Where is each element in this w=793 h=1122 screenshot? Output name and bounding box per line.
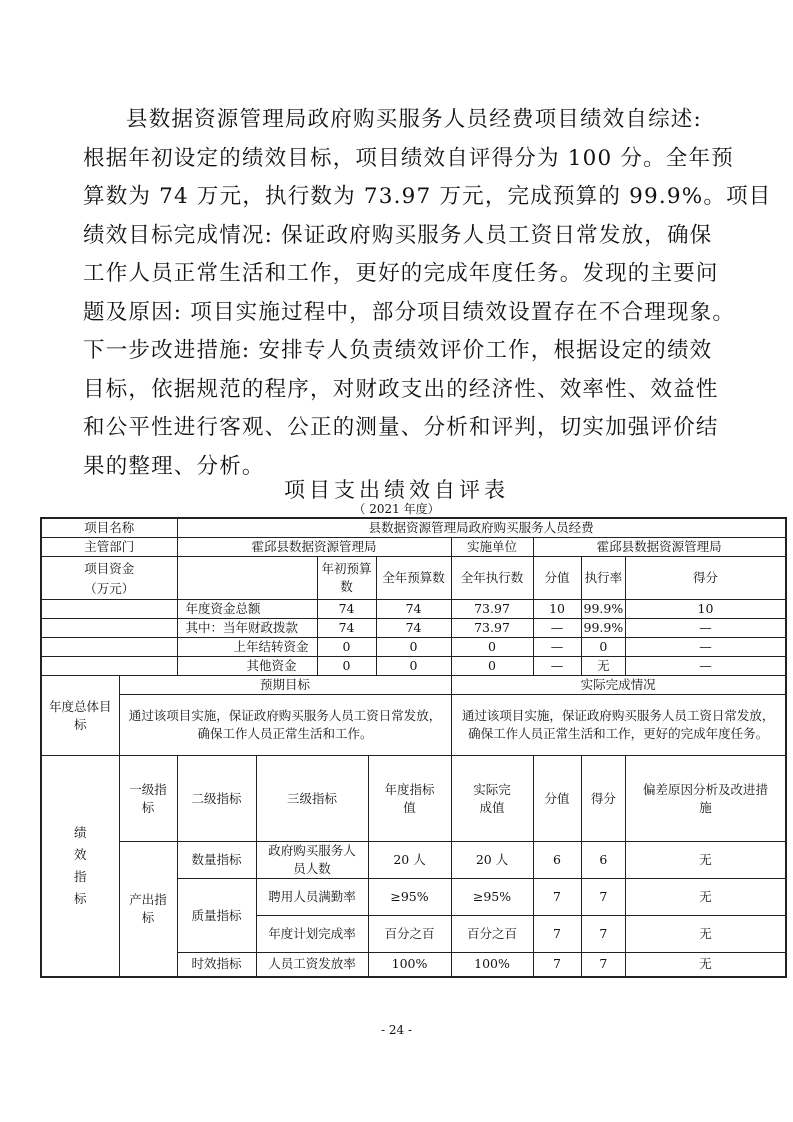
actual-header: 实际完成情况 xyxy=(451,676,786,695)
cell-actual: 百分之百 xyxy=(451,916,533,953)
impl-label: 实施单位 xyxy=(451,538,533,557)
cell-level3: 年度计划完成率 xyxy=(256,916,368,953)
expected-text: 通过该项目实施，保证政府购买服务人员工资日常发放，确保工作人员正常生活和工作。 xyxy=(119,695,451,756)
cell-weight: 7 xyxy=(533,953,581,977)
table-title: 项目支出绩效自评表 xyxy=(284,478,509,502)
expected-header: 预期目标 xyxy=(119,676,451,695)
header-level3: 三级指标 xyxy=(256,756,368,842)
header-initial-budget: 年初预算数 xyxy=(317,557,376,600)
cell-initial-budget: 74 xyxy=(317,600,376,619)
funds-row-label: 年度资金总额 xyxy=(177,600,317,619)
cell-exec-rate: 99.9% xyxy=(581,600,626,619)
funds-row-label: 其中：当年财政拨款 xyxy=(177,619,317,638)
paragraph-line: 目标，依据规范的程序，对财政支出的经济性、效率性、效益性 xyxy=(83,376,719,402)
cell-actual: 100% xyxy=(451,953,533,977)
blank-cell xyxy=(41,600,177,619)
indicators-label: 绩效指标 xyxy=(41,756,119,977)
cell-score: 7 xyxy=(581,879,626,916)
header-weight: 分值 xyxy=(533,557,581,600)
paragraph-line: 根据年初设定的绩效目标，项目绩效自评得分为 100 分。全年预 xyxy=(83,145,734,171)
table-row xyxy=(41,638,786,657)
cell-weight: — xyxy=(533,638,581,657)
cell-initial-budget: 0 xyxy=(317,638,376,657)
cell-level2: 时效指标 xyxy=(177,953,256,977)
table-row xyxy=(41,756,786,842)
cell-initial-budget: 0 xyxy=(317,657,376,676)
cell-deviation: 无 xyxy=(626,842,786,879)
dept: 霍邱县数据资源管理局 xyxy=(177,538,451,557)
blank-cell xyxy=(41,657,177,676)
cell-level3: 政府购买服务人员人数 xyxy=(256,842,368,879)
paragraph-line: 县数据资源管理局政府购买服务人员经费项目绩效自综述: xyxy=(126,107,702,132)
cell-annual-budget: 0 xyxy=(376,638,451,657)
paragraph-line: 题及原因: 项目实施过程中，部分项目绩效设置存在不合理现象。 xyxy=(83,299,736,325)
actual-text: 通过该项目实施，保证政府购买服务人员工资日常发放，确保工作人员正常生活和工作，更好的完成年度任务。 xyxy=(451,695,786,756)
funds-blank xyxy=(177,557,317,600)
cell-deviation: 无 xyxy=(626,879,786,916)
funds-row-label: 其他资金 xyxy=(177,657,317,676)
funds-label xyxy=(41,557,177,600)
blank-cell xyxy=(41,619,177,638)
cell-score: 6 xyxy=(581,842,626,879)
paragraph-line: 算数为 74 万元，执行数为 73.97 万元，完成预算的 99.9%。项目 xyxy=(83,184,772,209)
cell-annual-budget: 74 xyxy=(376,619,451,638)
header-level2: 二级指标 xyxy=(177,756,256,842)
goals-label: 年度总体目标 xyxy=(41,676,119,756)
funds-label-line: （万元） xyxy=(84,581,135,596)
table-row xyxy=(41,557,786,600)
table-row xyxy=(41,518,786,538)
funds-row-label: 上年结转资金 xyxy=(177,638,317,657)
cell-executed: 0 xyxy=(451,657,533,676)
header-score: 得分 xyxy=(581,756,626,842)
cell-score: 10 xyxy=(626,600,786,619)
cell-score: — xyxy=(626,619,786,638)
level1-output: 产出指标 xyxy=(119,842,177,977)
table-row xyxy=(41,842,786,879)
header-executed: 全年执行数 xyxy=(451,557,533,600)
performance-table xyxy=(40,517,787,978)
cell-weight: 7 xyxy=(533,916,581,953)
impl: 霍邱县数据资源管理局 xyxy=(533,538,786,557)
header-level1: 一级指标 xyxy=(119,756,177,842)
dept-label: 主管部门 xyxy=(41,538,177,557)
cell-target: 100% xyxy=(368,953,451,977)
cell-score: 7 xyxy=(581,953,626,977)
cell-weight: 7 xyxy=(533,879,581,916)
cell-level3: 人员工资发放率 xyxy=(256,953,368,977)
header-weight: 分值 xyxy=(533,756,581,842)
header-annual-budget: 全年预算数 xyxy=(376,557,451,600)
blank-cell xyxy=(41,638,177,657)
cell-weight: 6 xyxy=(533,842,581,879)
paragraph-line: 工作人员正常生活和工作，更好的完成年度任务。发现的主要问 xyxy=(83,261,719,286)
header-target: 年度指标值 xyxy=(368,756,451,842)
project-name: 县数据资源管理局政府购买服务人员经费 xyxy=(177,518,786,538)
table-row xyxy=(41,600,786,619)
cell-weight: 10 xyxy=(533,600,581,619)
cell-exec-rate: 99.9% xyxy=(581,619,626,638)
header-deviation: 偏差原因分析及改进措施 xyxy=(626,756,786,842)
header-exec-rate: 执行率 xyxy=(581,557,626,600)
cell-initial-budget: 74 xyxy=(317,619,376,638)
cell-target: 20 人 xyxy=(368,842,451,879)
cell-weight: — xyxy=(533,619,581,638)
cell-level2: 数量指标 xyxy=(177,842,256,879)
cell-score: — xyxy=(626,638,786,657)
paragraph-line: 果的整理、分析。 xyxy=(83,453,265,479)
table-row xyxy=(41,538,786,557)
cell-executed: 73.97 xyxy=(451,619,533,638)
cell-exec-rate: 0 xyxy=(581,638,626,657)
cell-level3: 聘用人员满勤率 xyxy=(256,879,368,916)
cell-target: 百分之百 xyxy=(368,916,451,953)
table-row xyxy=(41,695,786,756)
paragraph-line: 和公平性进行客观、公正的测量、分析和评判，切实加强评价结 xyxy=(83,415,719,440)
cell-deviation: 无 xyxy=(626,953,786,977)
cell-actual: ≥95% xyxy=(451,879,533,916)
cell-score: 7 xyxy=(581,916,626,953)
cell-weight: — xyxy=(533,657,581,676)
table-row xyxy=(41,657,786,676)
table-row xyxy=(41,676,786,695)
cell-annual-budget: 0 xyxy=(376,657,451,676)
cell-level2: 质量指标 xyxy=(177,879,256,953)
header-score: 得分 xyxy=(626,557,786,600)
header-actual: 实际完成值 xyxy=(451,756,533,842)
cell-actual: 20 人 xyxy=(451,842,533,879)
paragraph-line: 绩效目标完成情况: 保证政府购买服务人员工资日常发放，确保 xyxy=(83,222,713,248)
cell-exec-rate: 无 xyxy=(581,657,626,676)
cell-score: — xyxy=(626,657,786,676)
project-name-label: 项目名称 xyxy=(41,518,177,538)
funds-label-line: 项目资金 xyxy=(84,561,135,576)
cell-deviation: 无 xyxy=(626,916,786,953)
cell-executed: 73.97 xyxy=(451,600,533,619)
cell-annual-budget: 74 xyxy=(376,600,451,619)
summary-paragraph xyxy=(83,101,772,486)
cell-target: ≥95% xyxy=(368,879,451,916)
paragraph-line: 下一步改进措施: 安排专人负责绩效评价工作，根据设定的绩效 xyxy=(83,338,713,363)
page-number: - 24 - xyxy=(380,1023,412,1037)
cell-executed: 0 xyxy=(451,638,533,657)
table-subtitle: （ 2021 年度） xyxy=(353,502,440,516)
table-row xyxy=(41,619,786,638)
